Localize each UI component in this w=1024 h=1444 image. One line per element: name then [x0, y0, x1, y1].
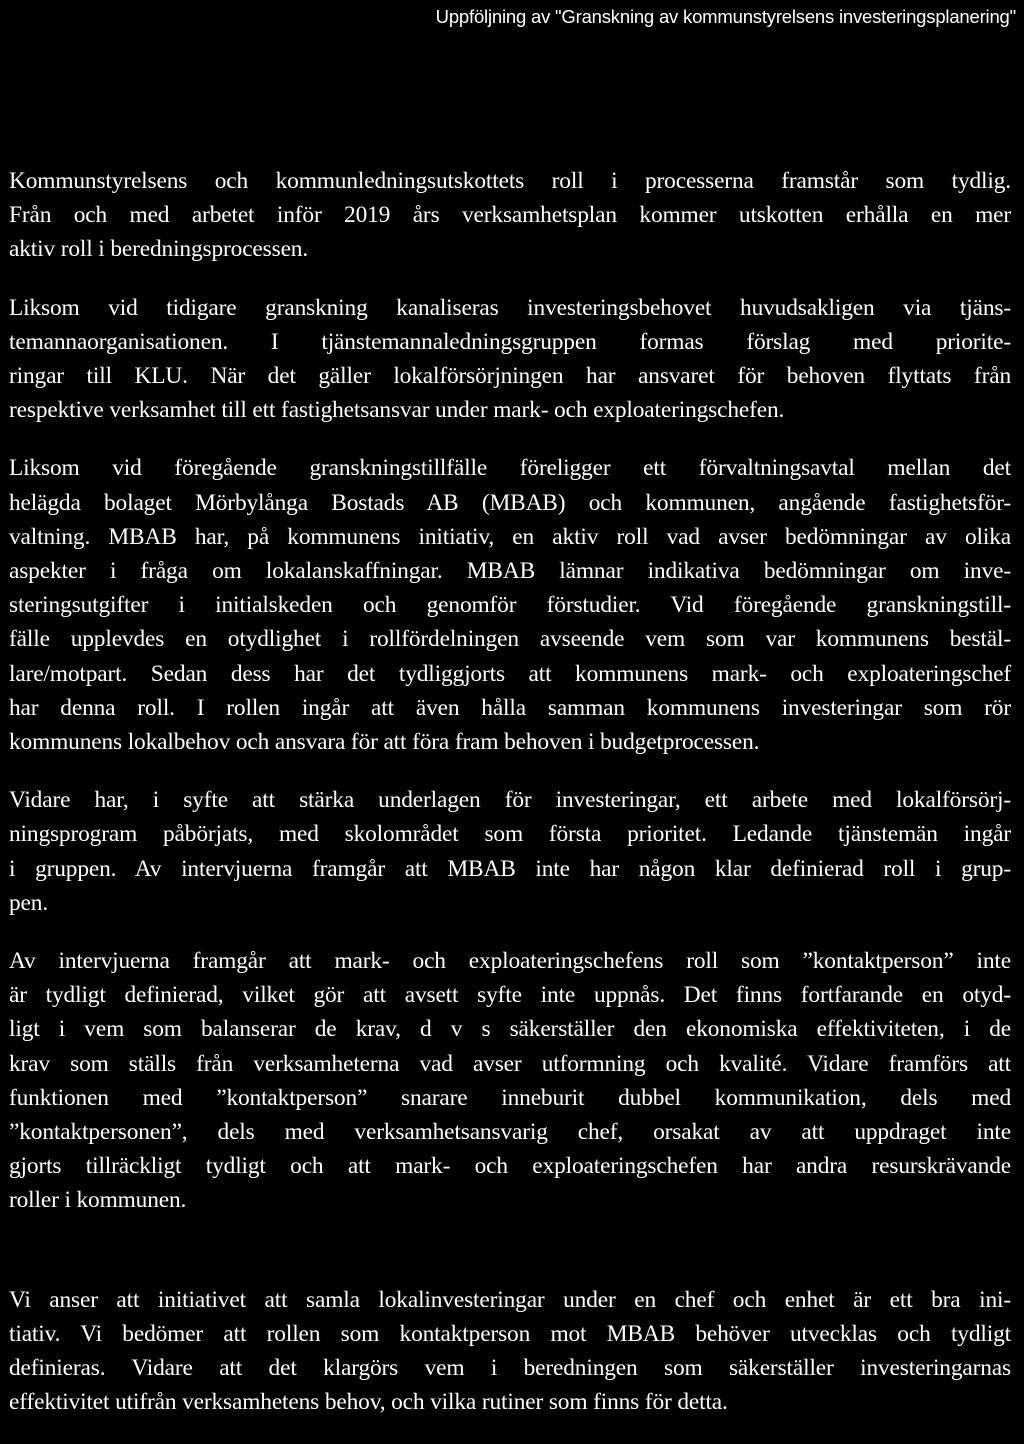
text-line: Av intervjuerna framgår att mark- och exploateringschefens roll som ”kontaktperson” inte: [9, 948, 1011, 975]
paragraph-mbab-agreement: [9, 451, 1011, 759]
paragraph-contact-person: [9, 944, 1011, 1218]
text-line: ningsprogram påbörjats, med skolområdet som första prioritet. Ledande tjänstemän ingår: [9, 821, 1011, 848]
text-line: aktiv roll i beredningsprocessen.: [9, 236, 309, 263]
text-line: steringsutgifter i initialskeden och genomför förstudier. Vid föregående granskningstill-: [9, 592, 1011, 619]
text-line: Från och med arbetet inför 2019 års verksamhetsplan kommer utskotten erhålla en mer: [9, 202, 1011, 229]
text-line: ligt i vem som balanserar de krav, d v s säkerställer den ekonomiska effektiviteten, i de: [9, 1016, 1011, 1043]
text-line: Kommunstyrelsens och kommunledningsutskottets roll i processerna framstår som tydlig.: [9, 168, 1011, 194]
paragraph-premises-program: [9, 783, 1011, 920]
text-line: pen.: [9, 889, 49, 916]
text-line: funktionen med ”kontaktperson” snarare inneburit dubbel kommunikation, dels med: [9, 1084, 1011, 1111]
document-body: [9, 164, 1011, 1444]
text-line: aspekter i fråga om lokalanskaffningar. MBAB lämnar indikativa bedömningar om inve-: [9, 558, 1011, 585]
text-line: effektivitet utifrån verksamhetens behov, och vilka rutiner som finns för detta.: [9, 1389, 728, 1416]
text-line: har denna roll. I rollen ingår att även hålla samman kommunens investeringar som rör: [9, 694, 1011, 721]
running-header: Uppföljning av "Granskning av kommunstyrelsens investeringsplanering": [435, 6, 1016, 27]
text-line: kommunens lokalbehov och ansvara för att föra fram behoven i budgetprocessen.: [9, 729, 760, 756]
text-line: Vi anser att initiativet att samla lokalinvesteringar under en chef och enhet är ett bra ini-: [9, 1286, 1011, 1313]
text-line: gjorts tillräckligt tydligt och att mark- och exploateringschefen har andra resurskrävande: [9, 1153, 1011, 1180]
text-line: i gruppen. Av intervjuerna framgår att MBAB inte har någon klar definierad roll i grup-: [9, 855, 1011, 882]
text-line: lare/motpart. Sedan dess har det tydliggjorts att kommunens mark- och exploateringschef: [9, 660, 1011, 687]
text-line: roller i kommunen.: [9, 1187, 187, 1214]
text-line: respektive verksamhet till ett fastighetsansvar under mark- och exploateringschefen.: [9, 397, 785, 424]
text-line: Liksom vid tidigare granskning kanaliseras investeringsbehovet huvudsakligen via tjäns-: [9, 294, 1011, 321]
text-line: är tydligt definierad, vilket gör att avsett syfte inte uppnås. Det finns fortfarande en otyd-: [9, 982, 1011, 1009]
paragraph-investment-channel: [9, 291, 1011, 428]
paragraph-assessment: [9, 1283, 1011, 1420]
text-line: helägda bolaget Mörbylånga Bostads AB (MBAB) och kommunen, angående fastighetsför-: [9, 489, 1011, 516]
paragraph-committee-role: [9, 164, 1011, 267]
text-line: Liksom vid föregående granskningstillfälle föreligger ett förvaltningsavtal mellan det: [9, 455, 1011, 482]
text-line: krav som ställs från verksamheterna vad avser utformning och kvalité. Vidare framförs att: [9, 1050, 1011, 1077]
text-line: ”kontaktpersonen”, dels med verksamhetsansvarig chef, orsakat av att uppdraget inte: [9, 1119, 1011, 1146]
text-line: ringar till KLU. När det gäller lokalförsörjningen har ansvaret för behoven flyttats från: [9, 363, 1011, 390]
text-line: tiativ. Vi bedömer att rollen som kontaktperson mot MBAB behöver utvecklas och tydligt: [9, 1320, 1011, 1347]
text-line: fälle upplevdes en otydlighet i rollfördelningen avseende vem som var kommunens bestäl-: [9, 626, 1011, 653]
text-line: Vidare har, i syfte att stärka underlagen för investeringar, ett arbete med lokalförsörj-: [9, 787, 1011, 814]
text-line: definieras. Vidare att det klargörs vem i beredningen som säkerställer investeringarnas: [9, 1355, 1011, 1382]
text-line: temannaorganisationen. I tjänstemannaledningsgruppen formas förslag med priorite-: [9, 328, 1011, 355]
text-line: valtning. MBAB har, på kommunens initiativ, en aktiv roll vad avser bedömningar av olika: [9, 523, 1011, 550]
